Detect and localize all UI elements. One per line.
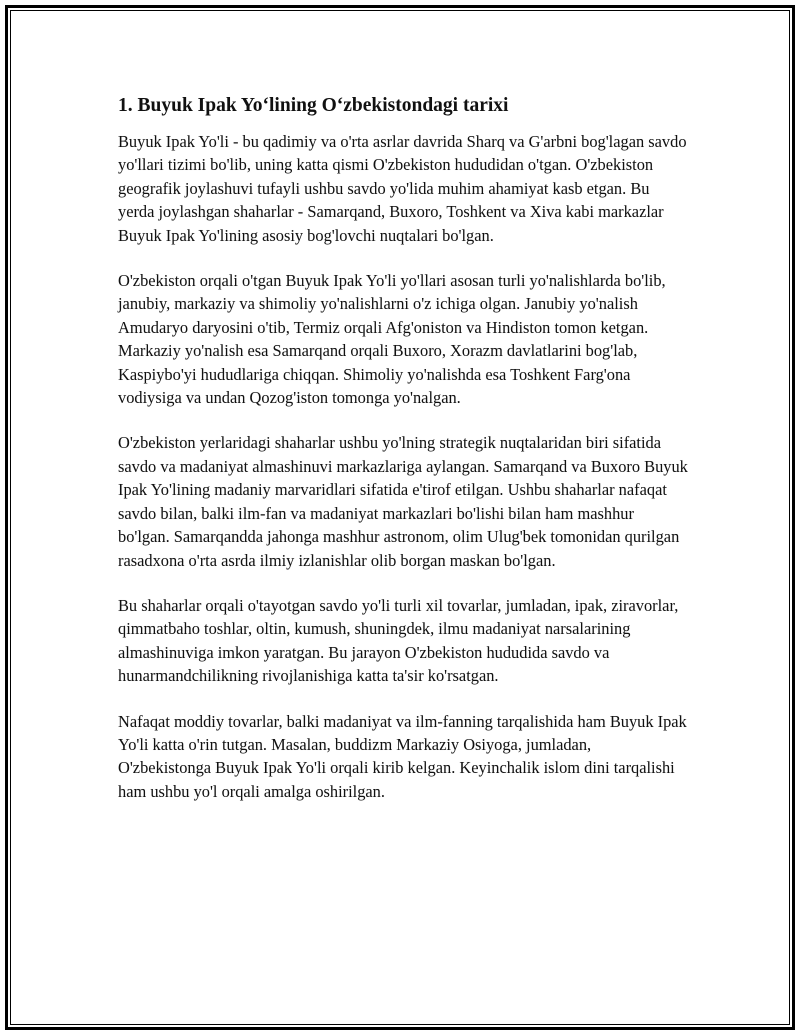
- paragraph-5: Nafaqat moddiy tovarlar, balki madaniyat va ilm-fanning tarqalishida ham Buyuk Ipak Yo'li katta o'rin tutgan. Masalan, buddizm Markaziy Osiyoga, jumladan, O'zbekistonga Buyuk Ipak Yo'li orqali kirib kelgan. Keyinchalik islom dini tarqalishi ham ushbu yo'l orqali amalga oshirilgan.: [118, 711, 687, 801]
- paragraph-2: O'zbekiston orqali o'tgan Buyuk Ipak Yo'li yo'llari asosan turli yo'nalishlarda bo'lib, janubiy, markaziy va shimoliy yo'nalishlarni o'z ichiga olgan. Janubiy yo'nalish Amudaryo daryosini o'tib, Termiz orqali Afg'oniston va Hindiston tomon ketgan. Markaziy yo'nalish esa Samarqand orqali Buxoro, Xorazm davlatlarini bog'lab, Kaspiybo'yi hududlariga chiqqan. Shimoliy yo'nalishda esa Toshkent Farg'ona vodiysiga va undan Qozog'iston tomonga yo'nalgan.: [118, 271, 666, 408]
- paragraph-3: O'zbekiston yerlaridagi shaharlar ushbu yo'lning strategik nuqtalaridan biri sifatida savdo va madaniyat almashinuvi markazlariga aylangan. Samarqand va Buxoro Buyuk Ipak Yo'lining madaniy marvaridlari sifatida e'tirof etilgan. Ushbu shaharlar nafaqat savdo bilan, balki ilm-fan va madaniyat markazlari bo'lishi bilan ham mashhur bo'lgan. Samarqandda jahonga mashhur astronom, olim Ulug'bek tomonidan qurilgan rasadxona o'rta asrda ilmiy izlanishlar olib borgan maskan bo'lgan.: [118, 433, 688, 570]
- paragraph-4: Bu shaharlar orqali o'tayotgan savdo yo'li turli xil tovarlar, jumladan, ipak, ziravorlar, qimmatbaho toshlar, oltin, kumush, shuningdek, ilmu madaniyat narsalarining almashinuviga imkon yaratgan. Bu jarayon O'zbekiston hududida savdo va hunarmandchilikning rivojlanishiga katta ta'sir ko'rsatgan.: [118, 595, 679, 686]
- document-body: [118, 92, 688, 825]
- paragraph-1: Buyuk Ipak Yo'li - bu qadimiy va o'rta asrlar davrida Sharq va G'arbni bog'lagan savdo yo'llari tizimi bo'lib, uning katta qismi O'zbekiston hududidan o'tgan. O'zbekiston geografik joylashuvi tufayli ushbu savdo yo'lida muhim ahamiyat kasb etgan. Bu yerda joylashgan shaharlar - Samarqand, Buxoro, Toshkent va Xiva kabi markazlar Buyuk Ipak Yo'lining asosiy bog'lovchi nuqtalari bo'lgan.: [118, 132, 687, 245]
- section-heading: 1. Buyuk Ipak Yo‘lining O‘zbekistondagi tarixi: [118, 95, 509, 116]
